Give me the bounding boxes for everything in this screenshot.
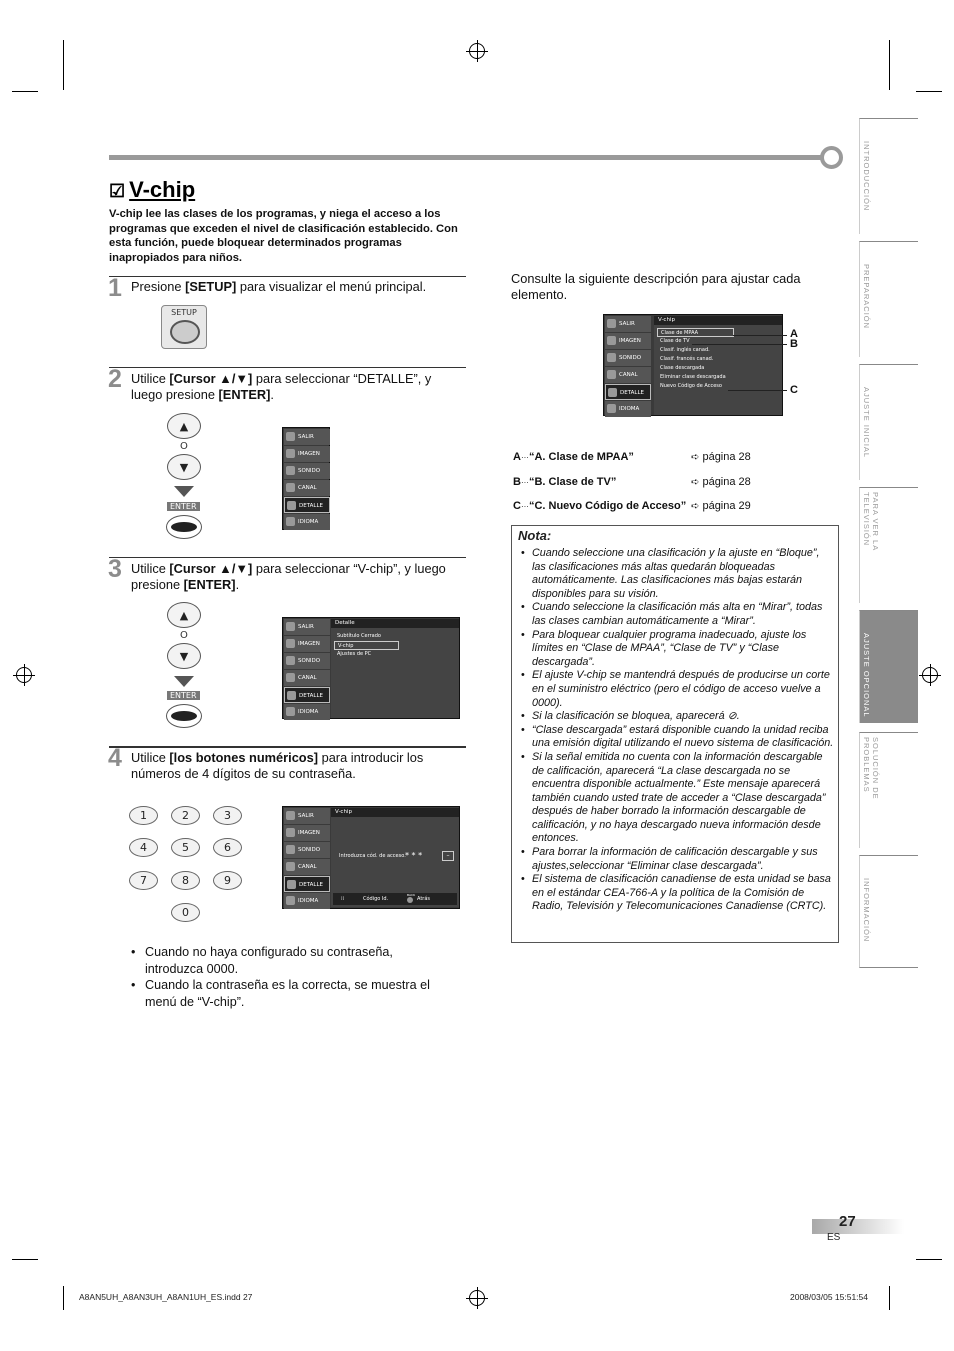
list-item: • Para bloquear cualquier programa inadecuado, ajuste los límites en “Clase de MPAA”, “Clase de TV” y “Clase descargada”. <box>520 629 836 670</box>
number-button-9: 9 <box>213 871 242 890</box>
reference-row-a: A···“A. Clase de MPAA” ➪ página 28 <box>513 451 751 463</box>
callout-b: B <box>790 338 798 350</box>
step-4-text: Utilice [los botones numéricos] para introducir los números de 4 dígitos de su contraseña. <box>131 750 424 781</box>
registration-mark-icon <box>922 667 938 683</box>
keypad-icon: ⁞⁞ <box>341 896 345 902</box>
step-4-notes <box>131 944 451 1010</box>
password-screen <box>282 806 460 909</box>
menu-item-salir: SALIR <box>284 808 330 824</box>
menu-item-idioma: IDIOMA <box>284 893 330 909</box>
menu-item-salir: SALIR <box>605 316 651 332</box>
menu-item-canal: CANAL <box>605 367 651 383</box>
panel-heading: V-chip <box>331 808 459 817</box>
callout-c: C <box>790 384 798 396</box>
crop-mark <box>63 1286 64 1310</box>
step-number: 3 <box>108 555 122 583</box>
password-stars: * * * <box>405 851 423 860</box>
step-number: 2 <box>108 365 122 393</box>
menu-item-idioma: IDIOMA <box>605 401 651 417</box>
registration-mark-icon <box>16 667 32 683</box>
number-button-2: 2 <box>171 806 200 825</box>
menu-screen <box>282 427 330 530</box>
panel-item-clasif-frances: Clasif. francés canad. <box>660 356 714 362</box>
menu-item-detalle: DETALLE <box>284 876 330 892</box>
menu-item-sonido: SONIDO <box>284 653 330 669</box>
detalle-panel <box>331 619 459 718</box>
list-item: • Cuando no haya configurado su contraseña, introduzca 0000. <box>131 944 451 977</box>
menu-item-detalle: DETALLE <box>605 384 651 400</box>
callout-a: A <box>790 328 798 340</box>
registration-mark-icon <box>469 1290 485 1306</box>
number-button-8: 8 <box>171 871 200 890</box>
side-tab-para-ver[interactable]: PARA VER LA TELEVISIÓN <box>859 487 918 603</box>
crop-mark <box>916 1259 942 1260</box>
cursor-up-button: ▲ <box>167 602 201 628</box>
vchip-screen <box>603 314 783 416</box>
callout-line <box>733 335 787 336</box>
panel-item-ajustes-pc: Ajustes de PC <box>337 651 372 657</box>
panel-item-clase-tv: Clase de TV <box>660 338 690 344</box>
intro-text: V-chip lee las clases de los programas, y niega el acceso a los programas que exceden el nivel de clasificación establecido. Con esta función, puede bloquear determinados programas inapropiados para niños. <box>109 208 458 264</box>
step-number: 1 <box>108 274 122 302</box>
right-intro: Consulte la siguiente descripción para ajustar cada elemento. <box>511 271 801 302</box>
arrow-right-icon: ➪ <box>691 477 700 488</box>
list-item: • “Clase descargada” estará disponible cuando la unidad reciba una emisión digital utilizando el nuevo sistema de clasificación. <box>520 724 836 751</box>
password-prompt: Introduzca cód. de acceso. <box>339 853 406 859</box>
list-item: • Si la señal emitida no cuenta con la información descargable de calificación, aparecerá “La clase descargada no se encuentra disponible actualmente.” Este mensaje aparecerá también cuando usted trate de acceder a “Clase descargada” después de haber borrado la información descargable de calificación, y no haya descargado nueva información desde entonces. <box>520 751 836 846</box>
reference-row-c: C···“C. Nuevo Código de Acceso” ➪ página 29 <box>513 500 751 512</box>
side-tab-introduccion[interactable]: INTRODUCCIÓN <box>859 118 918 234</box>
menu-item-sonido: SONIDO <box>284 842 330 858</box>
step-divider <box>109 746 466 748</box>
menu-item-imagen: IMAGEN <box>284 636 330 652</box>
number-button-7: 7 <box>129 871 158 890</box>
menu-item-canal: CANAL <box>284 480 330 496</box>
menu-item-imagen: IMAGEN <box>284 825 330 841</box>
menu-list <box>284 619 330 721</box>
callout-line <box>692 344 787 345</box>
list-item: • Cuando la contraseña es la correcta, se muestra el menú de “V-chip”. <box>131 977 451 1010</box>
step-2-text: Utilice [Cursor ▲/▼] para seleccionar “DETALLE”, y luego presione [ENTER]. <box>131 371 432 402</box>
menu-list <box>284 808 330 910</box>
side-tab-ajuste-opcional[interactable]: AJUSTE OPCIONAL <box>859 610 918 723</box>
step-divider <box>109 367 466 368</box>
header-circle <box>820 146 843 169</box>
setup-button: SETUP <box>161 305 207 349</box>
list-item: • Cuando seleccione una clasificación y la ajuste en “Bloque”, las clasificaciones más altas quedarán bloqueadas automáticamente. Las clasificaciones más bajas estarán disponibles para su visión. <box>520 547 836 601</box>
cursor-down-button: ▼ <box>167 454 201 480</box>
panel-item-nuevo-codigo: Nuevo Código de Acceso <box>660 383 722 389</box>
vchip-password-panel <box>331 808 459 907</box>
vchip-panel <box>654 316 782 415</box>
panel-item-clasif-ingles: Clasif. inglés canad. <box>660 347 710 353</box>
detalle-screen <box>282 617 460 719</box>
panel-item-clase-descargada: Clase descargada <box>660 365 705 371</box>
page-language: ES <box>827 1232 841 1243</box>
list-item: • Para borrar la información de calificación descargable y sus ajustes,seleccionar “Eliminar clase descargada”. <box>520 846 836 873</box>
menu-list <box>284 429 330 531</box>
crop-mark <box>12 1259 38 1260</box>
list-item: • Si la clasificación se bloquea, aparecerá ⊘. <box>520 710 836 724</box>
panel-heading: Detalle <box>331 619 459 628</box>
side-tab-solucion[interactable]: SOLUCIÓN DE PROBLEMAS <box>859 732 918 848</box>
footer-timestamp: 2008/03/05 15:51:54 <box>790 1292 868 1302</box>
enter-label: ENTER <box>167 691 200 700</box>
list-item: • Cuando seleccione la clasificación más alta en “Mirar”, todas las clases cambian automáticamente a “Mirar”. <box>520 601 836 628</box>
step-number: 4 <box>108 744 122 772</box>
menu-item-canal: CANAL <box>284 670 330 686</box>
page-number: 27 <box>839 1213 856 1230</box>
panel-item-subtitulo: Subtítulo Cerrado <box>337 633 381 639</box>
password-footer: ⁞⁞ Código Id. BACK Atrás <box>333 893 457 905</box>
menu-item-imagen: IMAGEN <box>284 446 330 462</box>
crop-mark <box>12 91 38 92</box>
side-tab-informacion[interactable]: INFORMACIÓN <box>859 855 918 968</box>
menu-item-detalle: DETALLE <box>284 497 330 513</box>
or-label: O <box>180 630 188 641</box>
crop-mark <box>889 1286 890 1310</box>
reference-row-b: B···“B. Clase de TV” ➪ página 28 <box>513 476 751 488</box>
enter-button <box>166 515 202 539</box>
crop-mark <box>63 40 64 90</box>
number-button-6: 6 <box>213 838 242 857</box>
enter-label: ENTER <box>167 502 200 511</box>
cursor-down-button: ▼ <box>167 643 201 669</box>
step-divider <box>109 276 466 277</box>
nota-box <box>511 525 839 943</box>
panel-item-vchip: V-chip <box>334 641 399 650</box>
menu-item-idioma: IDIOMA <box>284 514 330 530</box>
header-bar <box>109 155 825 160</box>
arrow-right-icon: ➪ <box>691 501 700 512</box>
password-cursor: – <box>442 851 454 861</box>
registration-mark-icon <box>469 43 485 59</box>
menu-item-salir: SALIR <box>284 429 330 445</box>
panel-item-clase-mpaa: Clase de MPAA <box>657 328 734 337</box>
step-3-text: Utilice [Cursor ▲/▼] para seleccionar “V-chip”, y luego presione [ENTER]. <box>131 561 446 592</box>
menu-item-salir: SALIR <box>284 619 330 635</box>
callout-line <box>728 390 787 391</box>
arrow-right-icon: ➪ <box>691 452 700 463</box>
panel-heading: V-chip <box>654 316 782 325</box>
page-number-bar <box>812 1219 904 1234</box>
side-tab-preparacion[interactable]: PREPARACIÓN <box>859 241 918 357</box>
number-button-3: 3 <box>213 806 242 825</box>
arrow-down-icon <box>174 486 194 497</box>
list-item: • El ajuste V-chip se mantendrá después de producirse un corte en el suministro eléctrico (pero el código de acceso vuelve a 0000). <box>520 669 836 710</box>
number-button-4: 4 <box>129 838 158 857</box>
arrow-down-icon <box>174 676 194 687</box>
step-1-text: Presione [SETUP] para visualizar el menú principal. <box>131 279 427 294</box>
number-button-0: 0 <box>171 903 200 922</box>
side-tab-ajuste-inicial[interactable]: AJUSTE INICIAL <box>859 364 918 480</box>
panel-item-eliminar-clase: Eliminar clase descargada <box>660 374 726 380</box>
crop-mark <box>916 91 942 92</box>
menu-item-detalle: DETALLE <box>284 687 330 703</box>
menu-list <box>605 316 651 418</box>
menu-item-imagen: IMAGEN <box>605 333 651 349</box>
menu-item-canal: CANAL <box>284 859 330 875</box>
nota-list <box>520 547 836 914</box>
list-item: • El sistema de clasificación canadiense de esta unidad se basa en el estándar CEA-766-A y la política de la Comisión de Radio, Televisión y Telecomunicaciones Canadiense (CRTC). <box>520 873 836 914</box>
menu-item-sonido: SONIDO <box>284 463 330 479</box>
back-button-icon <box>407 897 413 903</box>
enter-button <box>166 704 202 728</box>
nota-title: Nota: <box>518 528 552 543</box>
or-label: O <box>180 441 188 452</box>
menu-item-sonido: SONIDO <box>605 350 651 366</box>
step-divider <box>109 557 466 558</box>
footer-filename: A8AN5UH_A8AN3UH_A8AN1UH_ES.indd 27 <box>79 1292 253 1302</box>
cursor-up-button: ▲ <box>167 413 201 439</box>
number-button-5: 5 <box>171 838 200 857</box>
checkbox-icon: ☑ <box>109 181 126 201</box>
number-button-1: 1 <box>129 806 158 825</box>
page-title: ☑ V-chip <box>109 177 196 202</box>
menu-item-idioma: IDIOMA <box>284 704 330 720</box>
crop-mark <box>889 40 890 90</box>
